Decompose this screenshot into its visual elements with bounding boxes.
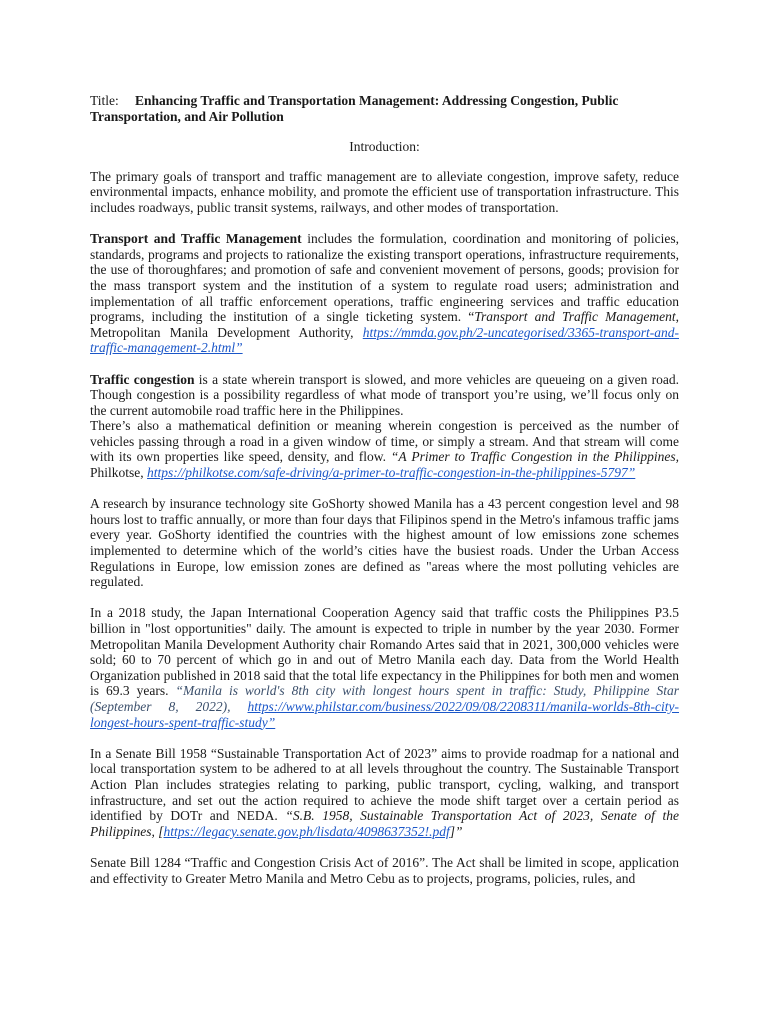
paragraph-body: includes the formulation, coordination and monitoring of policies, standards, programs and projects to rationalize the existing transport operations, infrastructure requirements, the use of thoroughfares; and promotion of safe and convenient movement of persons, goods; provision for the mass transport system and the institution of a system to regulate road users; administration and implementation of all traffic enforcement operations, traffic engineering services and traffic education programs, including the institution of a single ticketing system. “ [90, 231, 679, 325]
paragraph-goshorty: A research by insurance technology site GoShorty showed Manila has a 43 percent congestion level and 98 hours lost to traffic annually, or more than four days that Filipinos spend in the Metro's infamous traffic jams every year. GoShorty identified the countries with the highest amount of low emissions zone schemes implemented to determine which of the world’s cities have the busiest roads. Under the Urban Access Regulations in Europe, low emission zones are defined as "areas where the most polluting vehicles are regulated. [90, 496, 679, 590]
citation-source: Philkotse, [90, 465, 148, 481]
paragraph-body: There’s also a mathematical definition or meaning wherein congestion is perceived as the number of vehicles passing through a road in a given window of time, or simply a stream. And that stream will come with its own properties like speed, density, and flow. [90, 418, 679, 465]
paragraph-goals: The primary goals of transport and traffic management are to alleviate congestion, improve safety, reduce environmental impacts, enhance mobility, and promote the efficient use of transportation infrastructure. This includes roadways, public transit systems, railways, and other modes of transportation. [90, 168, 679, 215]
citation-source: , Metropolitan Manila Development Authority, [90, 309, 680, 340]
paragraph-body: In a Senate Bill 1958 “Sustainable Transportation Act of 2023” aims to provide roadmap for a national and local transportation system to be adhered to at all levels throughout the country. The Sustainable Transport Action Plan includes strategies relating to parking, public transport, cycling, walking, and transport infrastructure, and set out the action required to achieve the mode shift target over a certain period as identified by DOTr and NEDA. [90, 745, 679, 824]
paragraph-jica-study [90, 605, 679, 730]
paragraph-traffic-congestion [90, 372, 679, 419]
philkotse-link[interactable]: https://philkotse.com/safe-driving/a-primer-to-traffic-congestion-in-the-philippines-5797” [147, 465, 636, 481]
paragraph-senate-bill-1284: Senate Bill 1284 “Traffic and Congestion Crisis Act of 2016”. The Act shall be limited in scope, application and effectivity to Greater Metro Manila and Metro Cebu as to projects, programs, policies, rules, and [90, 854, 679, 886]
citation-title: Transport and Traffic Management [474, 309, 676, 325]
document-page [90, 93, 679, 886]
philstar-link[interactable]: https://www.philstar.com/business/2022/09/08/2208311/manila-worlds-8th-city-longest-hours-spent-traffic-study” [90, 698, 679, 730]
term-traffic-congestion: Traffic congestion [90, 371, 195, 387]
citation-senate-bill: “S.B. 1958, Sustainable Transportation Act of 2023, Senate of the Philippines, [ [90, 808, 679, 839]
term-transport-management: Transport and Traffic Management [90, 231, 302, 247]
title-text: Enhancing Traffic and Transportation Management: Addressing Congestion, Public Transportation, and Air Pollution [90, 93, 619, 124]
citation-end: ]” [449, 823, 463, 839]
paragraph-transport-management [90, 231, 679, 356]
mmda-link[interactable]: https://mmda.gov.ph/2-uncategorised/3365-transport-and-traffic-management-2.html” [90, 324, 679, 356]
senate-link[interactable]: https://legacy.senate.gov.ph/lisdata/4098637352!.pdf [163, 823, 450, 839]
introduction-heading: Introduction: [349, 139, 420, 155]
title-label: Title: [90, 93, 119, 108]
paragraph-body: In a 2018 study, the Japan International Cooperation Agency said that traffic costs the Philippines P3.5 billion in "lost opportunities" daily. The amount is expected to triple in number by the year 2030. Former Metropolitan Manila Development Authority chair Romando Artes said that in 2021, 300,000 vehicles were sold; 60 to 70 percent of which go in and out of Metro Manila each day. Data from the World Health Organization published in 2018 said that the total life expectancy in the Philippines for both men and women is 69.3 years. [90, 605, 679, 699]
paragraph-senate-bill-1958 [90, 746, 679, 840]
paragraph-body: is a state wherein transport is slowed, and more vehicles are queueing on a given road. Though congestion is a possibility regardless of what mode of transport you’re using, we’ll focus only on the current automobile road traffic here in the Philippines. [90, 371, 679, 418]
paragraph-math-definition [90, 418, 679, 480]
citation-title: “A Primer to Traffic Congestion in the Philippines, [390, 449, 679, 465]
citation-philstar: “Manila is world's 8th city with longest hours spent in traffic: Study, Philippine Star (September 8, 2022), [90, 683, 680, 714]
document-title [90, 93, 679, 124]
